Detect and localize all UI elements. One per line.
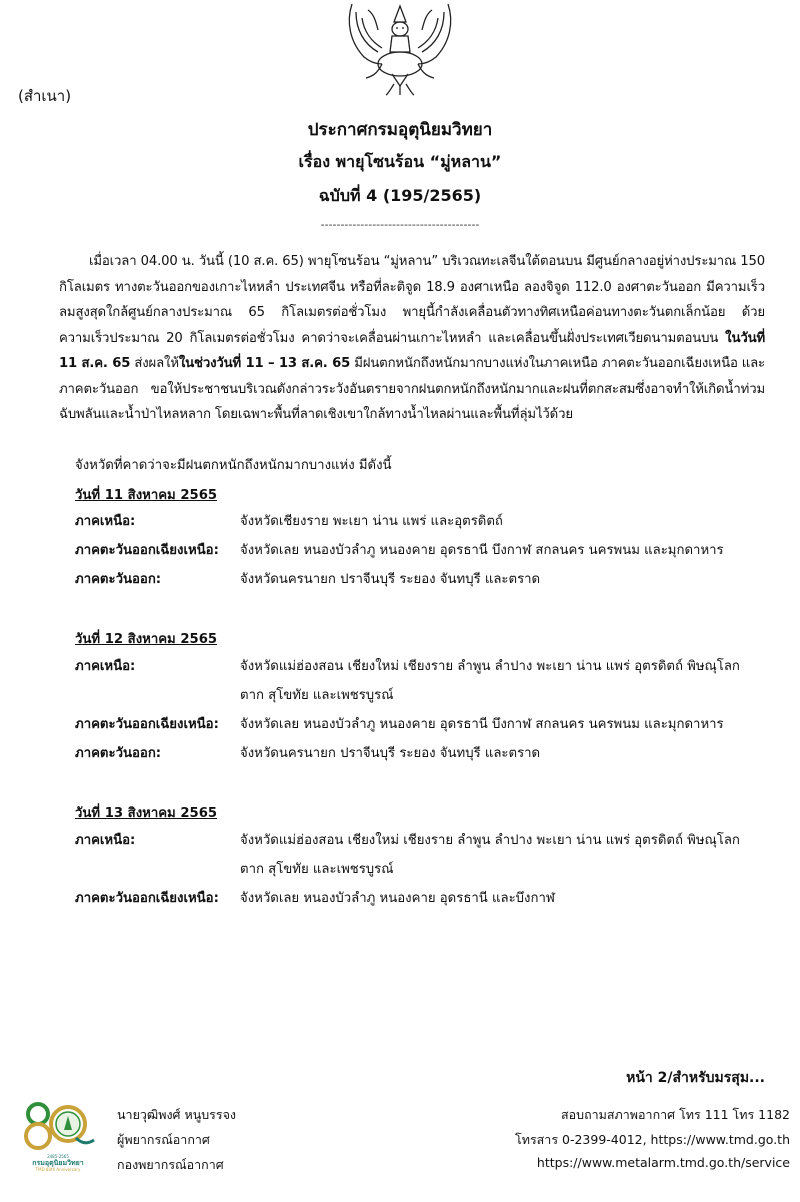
day-heading: วันที่ 11 สิงหาคม 2565 [75,488,218,503]
region-row [75,710,775,739]
region-label: ภาคตะวันออกเฉียงเหนือ: [75,543,219,558]
province-list: จังหวัดเลย หนองบัวลำภู หนองคาย อุดรธานี บึงกาฬ สกลนคร นครพนม และมุกดาหาร [240,543,724,558]
body-bold-period: ในช่วงวันที่ 11 – 13 ส.ค. 65 [178,356,351,371]
contact-phone: สอบถามสภาพอากาศ โทร 111 โทร 1182 [561,1107,790,1122]
province-list: จังหวัดนครนายก ปราจีนบุรี ระยอง จันทบุรี และตราด [240,746,541,761]
svg-text:กรมอุตุนิยมวิทยา: กรมอุตุนิยมวิทยา [32,1159,84,1167]
region-label: ภาคเหนือ: [75,514,136,529]
region-label: ภาคตะวันออกเฉียงเหนือ: [75,717,219,732]
province-list: จังหวัดเชียงราย พะเยา น่าน แพร่ และอุตรดิตถ์ [240,514,503,529]
body-text: มีฝนตกหนักถึงหนักมากบางแห่งในภาคเหนือ ภาคตะวันออกเฉียงเหนือ และภาคตะวันออก ขอให้ประชาชนบริเวณดังกล่าวระวังอันตรายจากฝนตกหนักถึงหนักมากและฝนที่ตกสะสมซึ่งอาจทำให้เกิดน้ำท่วมฉับพลันและน้ำป่าไหลหลาก โดยเฉพาะพื้นที่ลาดเชิงเขาใกล้ทางน้ำไหลผ่านและพื้นที่ลุ่มไว้ด้วย [59,356,765,422]
body-bold-date: ในวันที่ 11 ส.ค. 65 [59,330,765,371]
region-row [75,536,775,565]
tmd-80th-anniversary-logo-icon [20,1098,96,1172]
region-label: ภาคตะวันออก: [75,572,162,587]
issue-number: ฉบับที่ 4 (195/2565) [318,186,482,205]
province-list: จังหวัดเลย หนองบัวลำภู หนองคาย อุดรธานี บึงกาฬ สกลนคร นครพนม และมุกดาหาร [240,717,724,732]
svg-text:2485-2565: 2485-2565 [47,1154,69,1159]
region-row [75,826,775,884]
next-page-note: หน้า 2/สำหรับมรสุม... [626,1070,765,1086]
day-heading: วันที่ 13 สิงหาคม 2565 [75,806,218,821]
document-title: ประกาศกรมอุตุนิยมวิทยา [307,120,493,140]
region-row [75,884,775,913]
province-list: จังหวัดเลย หนองบัวลำภู หนองคาย อุดรธานี และบึงกาฬ [240,891,555,906]
copy-label: (สำเนา) [18,87,72,105]
province-list: จังหวัดนครนายก ปราจีนบุรี ระยอง จันทบุรี และตราด [240,572,541,587]
region-label: ภาคเหนือ: [75,833,136,848]
contact-fax-website[interactable]: โทรสาร 0-2399-4012, https://www.tmd.go.th [515,1132,790,1147]
body-text: เมื่อเวลา 04.00 น. วันนี้ (10 ส.ค. 65) พายุโซนร้อน “มู่หลาน” บริเวณทะเลจีนใต้ตอนบน มีศูนย์กลางอยู่ห่างประมาณ 150 กิโลเมตร ทางตะวันออกของเกาะไหหลำ ประเทศจีน หรือที่ละติจูด 18.9 องศาเหนือ ลองจิจูด 112.0 องศาตะวันออก มีความเร็วลมสูงสุดใกล้ศูนย์กลางประมาณ 65 กิโลเมตรต่อชั่วโมง พายุนี้กำลังเคลื่อนตัวทางทิศเหนือค่อนทางตะวันตกเล็กน้อย ด้วยความเร็วประมาณ 20 กิโลเมตรต่อชั่วโมง คาดว่าจะเคลื่อนผ่านเกาะไหหลำ และเคลื่อนขึ้นฝั่งประเทศเวียดนามตอนบน [59,254,765,346]
province-list: จังหวัดแม่ฮ่องสอน เชียงใหม่ เชียงราย ลำพูน ลำปาง พะเยา น่าน แพร่ อุตรดิตถ์ พิษณุโลก ตาก สุโขทัย และเพชรบูรณ์ [240,659,740,703]
forecaster-name: นายวุฒิพงศ์ หนูบรรจง [117,1107,237,1122]
province-list: จังหวัดแม่ฮ่องสอน เชียงใหม่ เชียงราย ลำพูน ลำปาง พะเยา น่าน แพร่ อุตรดิตถ์ พิษณุโลก ตาก สุโขทัย และเพชรบูรณ์ [240,833,740,877]
svg-text:TMD 80th Anniversary: TMD 80th Anniversary [35,1167,81,1172]
forecaster-title: ผู้พยากรณ์อากาศ [117,1132,210,1147]
contact-service-link[interactable]: https://www.metalarm.tmd.go.th/service [536,1155,790,1170]
body-text: ส่งผลให้ [130,356,179,371]
garuda-emblem-icon [342,2,458,96]
region-row [75,739,775,768]
document-subject: เรื่อง พายุโซนร้อน “มู่หลาน” [298,152,502,171]
day-heading: วันที่ 12 สิงหาคม 2565 [75,632,218,647]
region-row [75,652,775,710]
region-row [75,507,775,536]
region-label: ภาคตะวันออก: [75,746,162,761]
region-row [75,565,775,594]
region-label: ภาคตะวันออกเฉียงเหนือ: [75,891,219,906]
divider: ---------------------------------------- [320,218,480,231]
region-label: ภาคเหนือ: [75,659,136,674]
forecaster-division: กองพยากรณ์อากาศ [117,1157,224,1172]
announcement-body [59,249,765,428]
provinces-intro: จังหวัดที่คาดว่าจะมีฝนตกหนักถึงหนักมากบางแห่ง มีดังนี้ [75,458,392,473]
